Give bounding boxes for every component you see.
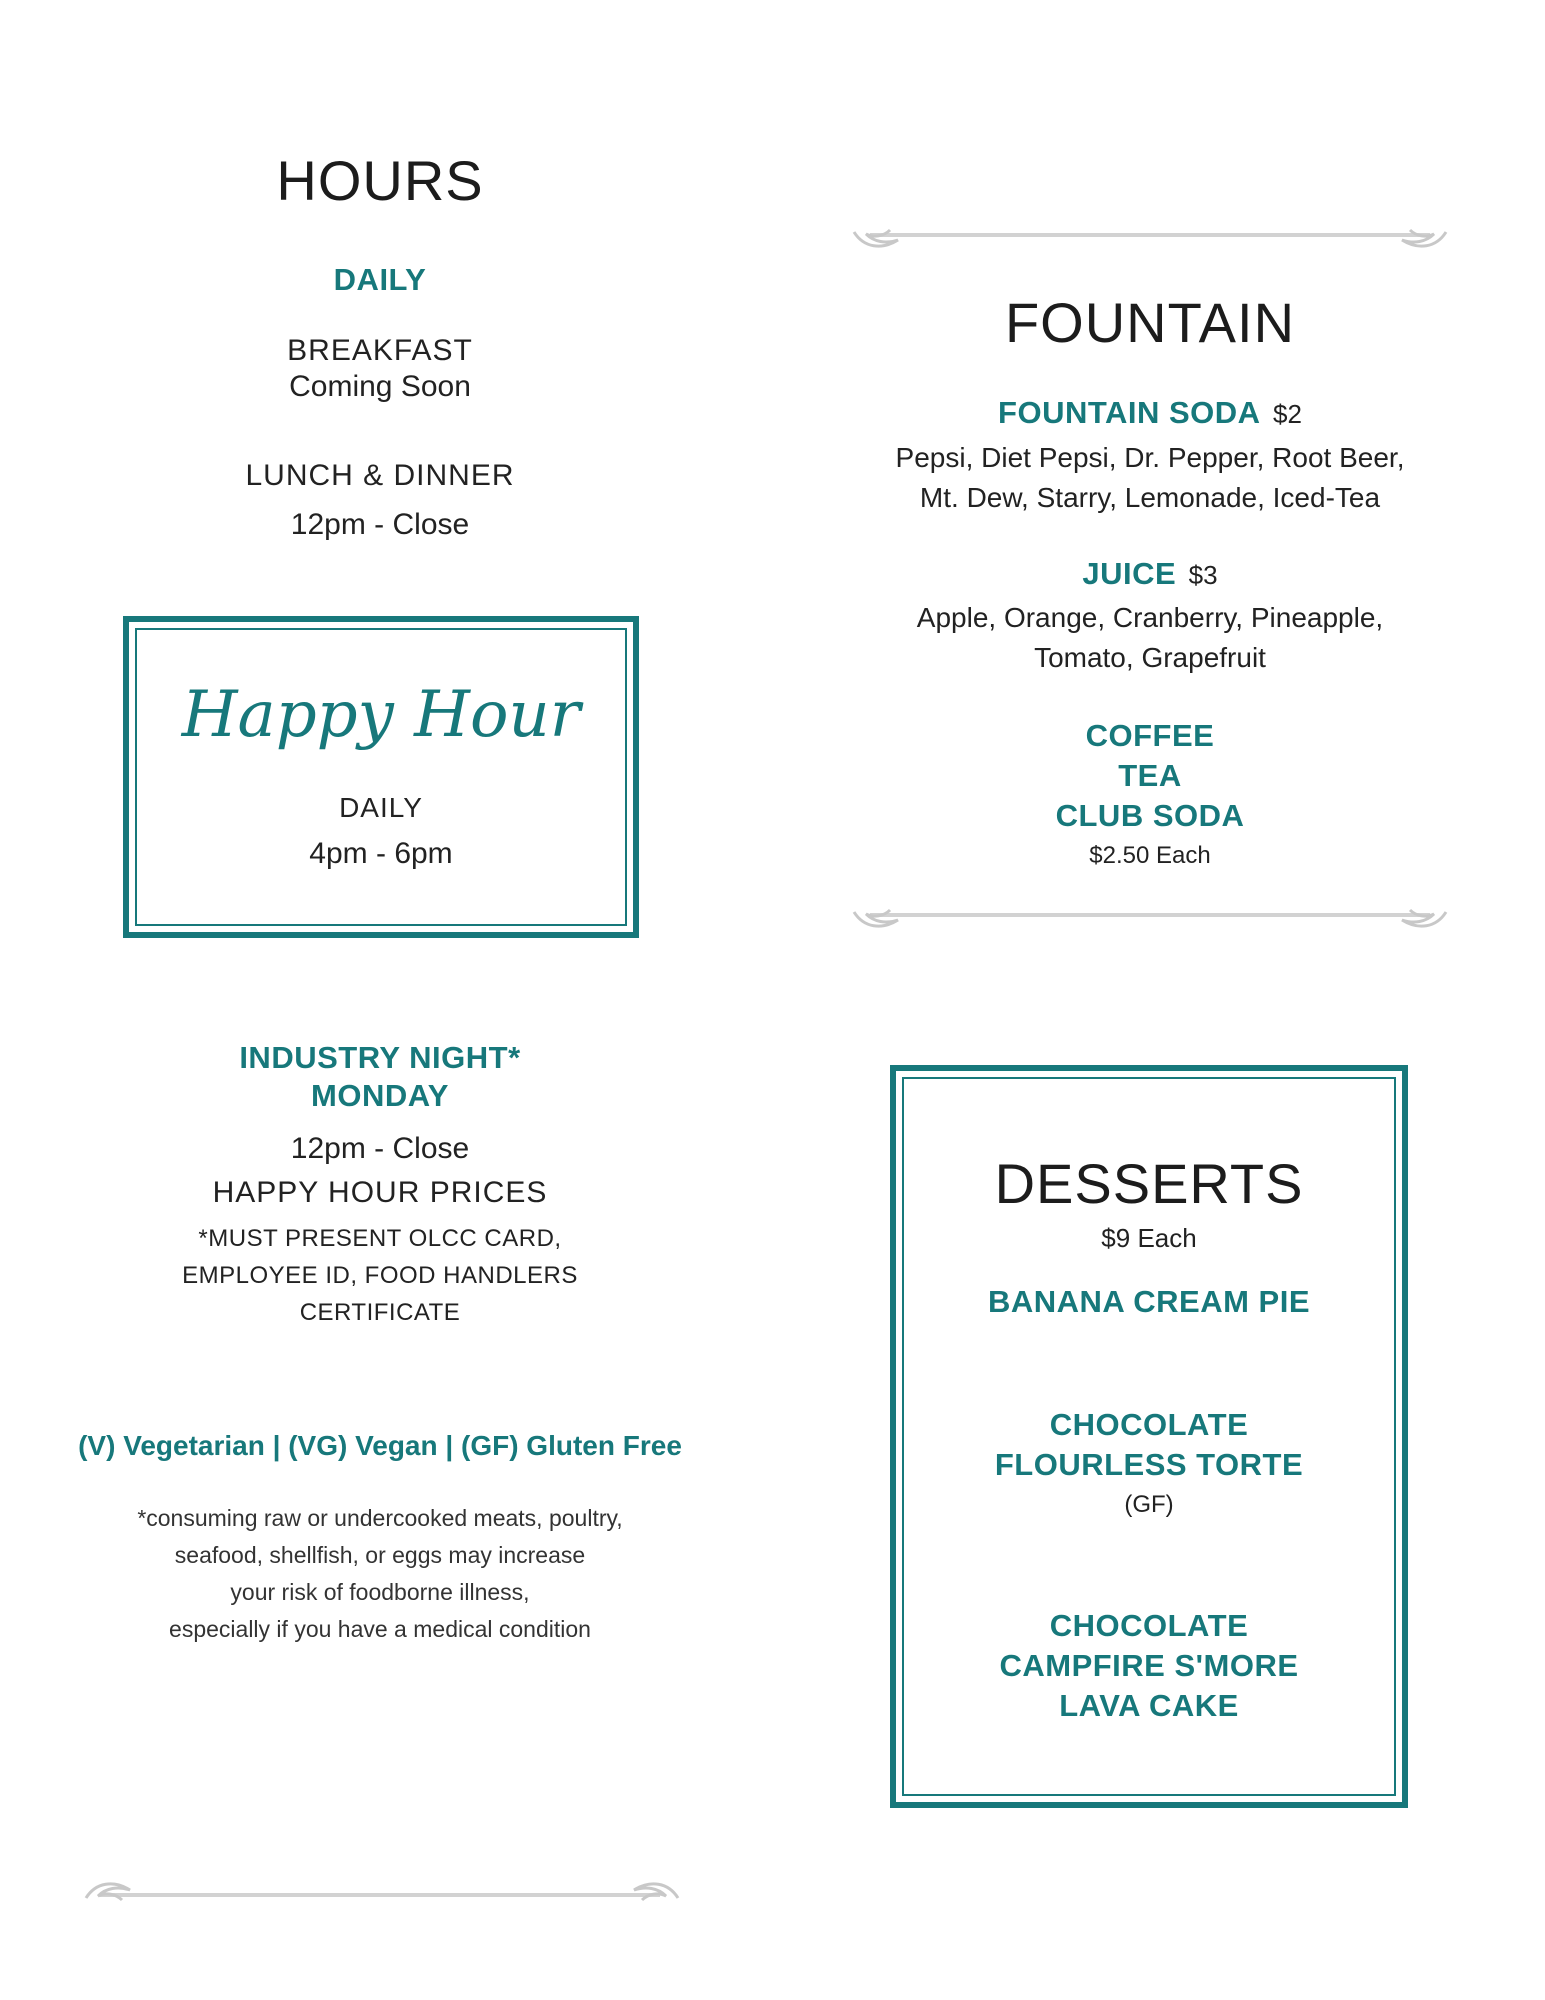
disclaimer-line: *consuming raw or undercooked meats, poultry, <box>137 1505 623 1531</box>
happy-hour-time: 4pm - 6pm <box>309 837 453 870</box>
industry-night-day: MONDAY <box>311 1078 449 1113</box>
juice-desc <box>860 598 1440 678</box>
desserts-title: DESSERTS <box>994 1152 1304 1215</box>
industry-night-note-line: *MUST PRESENT OLCC CARD, <box>198 1225 562 1252</box>
juice-heading <box>880 556 1420 592</box>
flourish-icon <box>84 1878 134 1904</box>
drink-club-soda: CLUB SODA <box>1055 798 1245 833</box>
industry-night-note-line: CERTIFICATE <box>299 1299 461 1326</box>
juice-desc-line: Apple, Orange, Cranberry, Pineapple, <box>916 602 1384 633</box>
dietary-legend: (V) Vegetarian | (VG) Vegan | (GF) Gluten Free <box>78 1430 682 1461</box>
dessert-item-line: FLOURLESS TORTE <box>994 1447 1304 1482</box>
fountain-soda-price: $2 <box>1273 399 1302 429</box>
hot-drinks-price: $2.50 Each <box>1089 842 1211 869</box>
industry-night-prices: HAPPY HOUR PRICES <box>212 1176 548 1209</box>
fountain-soda-desc <box>860 438 1440 518</box>
dessert-item-line: LAVA CAKE <box>1059 1688 1239 1723</box>
dessert-dietary-tag: (GF) <box>1124 1491 1174 1518</box>
dessert-item <box>896 1405 1402 1485</box>
juice-name: JUICE <box>1082 556 1177 591</box>
flourish-icon <box>630 1878 680 1904</box>
fountain-soda-heading <box>880 395 1420 431</box>
happy-hour-box-inner-border <box>135 628 627 926</box>
dessert-item <box>896 1606 1402 1726</box>
desserts-box <box>890 1065 1408 1808</box>
decorative-rule-top-right <box>870 233 1430 237</box>
happy-hour-box <box>123 616 639 938</box>
disclaimer-line: your risk of foodborne illness, <box>230 1579 530 1605</box>
desserts-price: $9 Each <box>1101 1223 1197 1253</box>
lunch-dinner-label: LUNCH & DINNER <box>245 459 515 492</box>
decorative-rule-mid-right <box>870 913 1430 917</box>
happy-hour-days: DAILY <box>339 792 423 823</box>
industry-night-time: 12pm - Close <box>290 1132 470 1165</box>
dessert-item: BANANA CREAM PIE <box>987 1284 1311 1319</box>
flourish-icon <box>852 226 902 252</box>
dessert-item-line: CAMPFIRE S'MORE <box>999 1648 1299 1683</box>
flourish-icon <box>852 906 902 932</box>
juice-desc-line: Tomato, Grapefruit <box>1034 642 1266 673</box>
dessert-item-line: CHOCOLATE <box>1049 1608 1249 1643</box>
hot-drinks-list <box>880 716 1420 836</box>
drink-coffee: COFFEE <box>1085 718 1215 753</box>
hours-title: HOURS <box>276 149 484 212</box>
fountain-soda-desc-line: Mt. Dew, Starry, Lemonade, Iced-Tea <box>919 482 1381 513</box>
drink-tea: TEA <box>1118 758 1182 793</box>
breakfast-value: Coming Soon <box>289 370 471 403</box>
food-safety-disclaimer <box>100 1500 660 1648</box>
dessert-item-line: CHOCOLATE <box>1049 1407 1249 1442</box>
industry-night-title: INDUSTRY NIGHT* <box>239 1040 521 1075</box>
flourish-icon <box>1398 226 1448 252</box>
lunch-dinner-value: 12pm - Close <box>290 508 470 541</box>
happy-hour-script-title: Happy Hour <box>181 678 581 752</box>
flourish-icon <box>1398 906 1448 932</box>
fountain-soda-name: FOUNTAIN SODA <box>998 395 1261 430</box>
fountain-soda-desc-line: Pepsi, Diet Pepsi, Dr. Pepper, Root Beer, <box>895 442 1405 473</box>
disclaimer-line: especially if you have a medical condition <box>169 1616 591 1642</box>
juice-price: $3 <box>1188 560 1218 590</box>
hours-daily-label: DAILY <box>333 262 427 297</box>
industry-night-note <box>130 1220 630 1331</box>
fountain-title: FOUNTAIN <box>1004 291 1296 354</box>
breakfast-label: BREAKFAST <box>287 334 473 367</box>
disclaimer-line: seafood, shellfish, or eggs may increase <box>174 1542 586 1568</box>
industry-night-note-line: EMPLOYEE ID, FOOD HANDLERS <box>182 1262 578 1289</box>
decorative-rule-bottom-left <box>100 1893 660 1897</box>
